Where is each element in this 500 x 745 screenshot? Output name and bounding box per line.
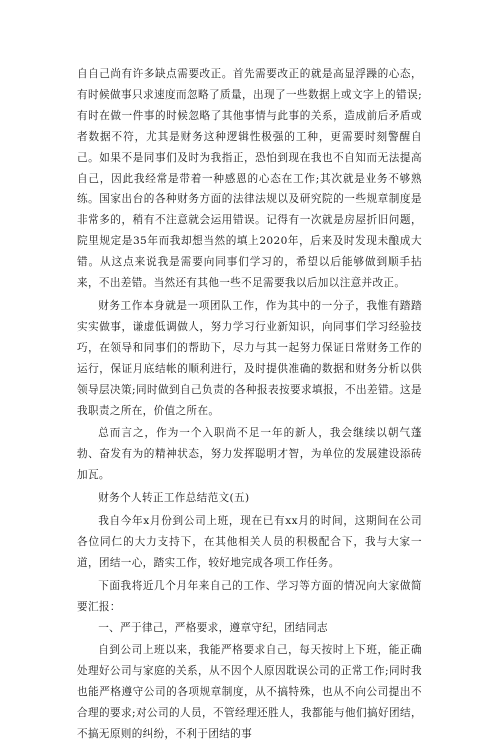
document-body <box>77 64 422 745</box>
paragraph-conclusion: 总而言之，作为一个入职尚不足一年的新人，我会继续以朝气蓬勃、奋发有为的精神状态，努力发挥聪明才智，为单位的发展建设添砖加瓦。 <box>77 427 422 482</box>
paragraph-intro: 我自今年x月份到公司上班，现在已有xx月的时间，这期间在公司各位同仁的大力支持下，在其他相关人员的积极配合下，我与大家一道，团结一心，踏实工作，较好地完成各项工作任务。 <box>77 515 422 569</box>
paragraph-report-lead: 下面我将近几个月年来自己的工作、学习等方面的情况向大家做简要汇报： <box>77 579 422 613</box>
paragraph-teamwork: 财务工作本身就是一项团队工作，作为其中的一分子，我惟有踏踏实实做事，谦虚低调做人，努力学习行业新知识，向同事们学习经验技巧，在领导和同事们的帮助下，尽力与其一起努力保证日常财务工作的运行，保证月底结帐的顺利进行，及时提供准确的数据和财务分析以供领导层决策;同时做到自己负责的各种报表按要求填报，不出差错。这是我职责之所在，价值之所在。 <box>77 299 422 417</box>
section-heading: 财务个人转正工作总结范文(五) <box>98 492 250 505</box>
paragraph-shortcomings: 自自己尚有许多缺点需要改正。首先需要改正的就是高显浮躁的心态，有时候做事只求速度而忽略了质量，出现了一些数据上或文字上的错误;有时在做一件事的时候忽略了其他事情与此事的关系，造成前后矛盾或者数据不符，尤其是财务这种逻辑性极强的工种，更需要时刻警醒自己。如果不是同事们及时为我指正，恐怕到现在我也不自知而无法提高自己，因此我经常是带着一种感恩的心态在工作;其次就是业务不够熟练。国家出台的各种财务方面的法律法规以及研究院的一些规章制度是非常多的，稍有不注意就会运用错误。记得有一次就是房屋折旧问题，院里规定是35年而我却想当然的填上2020年，后来及时发现未酿成大错。从这点来说我是需要向同事们学习的，希望以后能够做到顺手拈来，不出差错。当然还有其他一些不足需要我以后加以注意并改正。 <box>77 68 422 290</box>
subheading-discipline: 一、严于律己，严格要求，遵章守纪，团结同志 <box>98 621 329 634</box>
paragraph-discipline: 自到公司上班以来，我能严格要求自己，每天按时上下班，能正确处理好公司与家庭的关系，从不因个人原因耽误公司的正常工作;同时我也能严格遵守公司的各项规章制度，从不搞特殊，也从不向公司提出不合理的要求;对公司的人员，不管经理还胜人，我都能与他们搞好团结，不搞无原则的纠纷，不利于团结的事 <box>77 644 422 741</box>
